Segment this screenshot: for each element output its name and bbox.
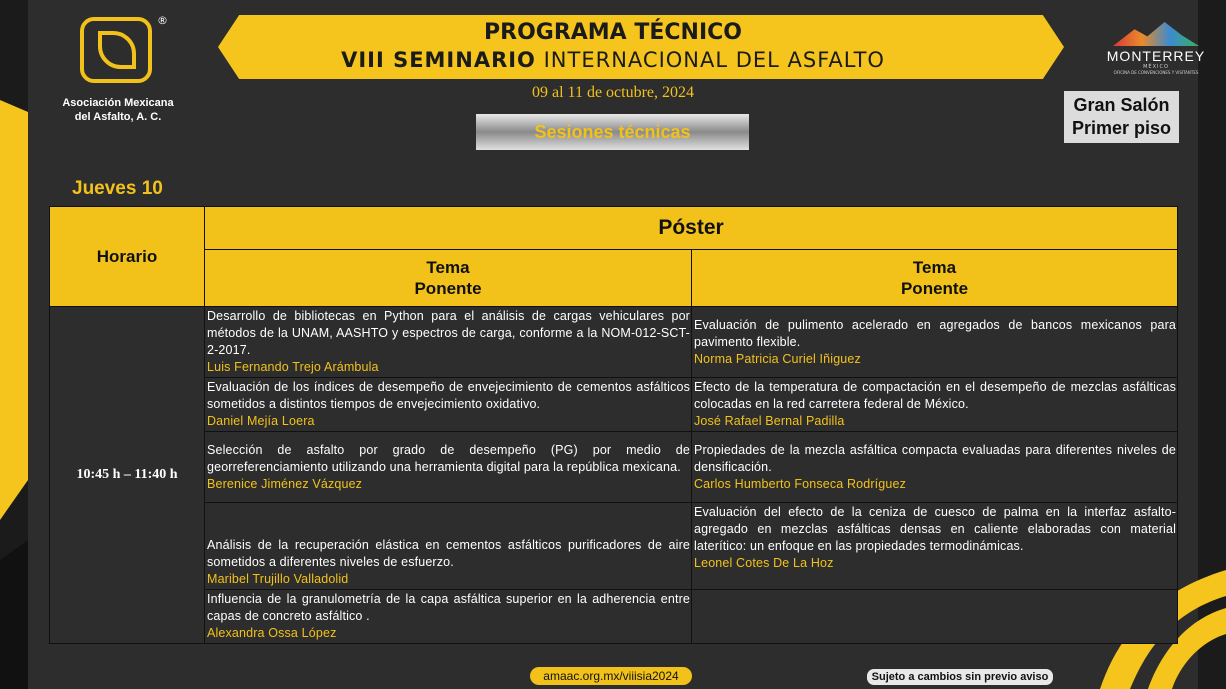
poster-cell-left [205,503,692,590]
poster-title: Evaluación de pulimento acelerado en agregados de bancos mexicanos para pavimento flexible. [694,317,1177,349]
header-col2-line2: Ponente [900,279,969,298]
room-line2: Primer piso [1071,118,1172,138]
table-row [50,378,1178,432]
program-title: PROGRAMA TÉCNICO [484,20,742,45]
poster-author: Carlos Humberto Fonseca Rodríguez [694,476,906,491]
table-row [50,503,1178,590]
poster-cell-left [205,378,692,432]
event-dates: 09 al 11 de octubre, 2024 [531,84,695,101]
poster-title: Selección de asfalto por grado de desempeño (PG) por medio de georreferenciamiento utilizando una herramienta digital para la república mexicana. [207,442,690,474]
partner-name: MONTERREY [1106,48,1206,64]
registered-mark: ® [157,14,168,27]
poster-cell-left [205,432,692,503]
poster-title: Desarrollo de bibliotecas en Python para el análisis de cargas vehiculares por métodos de la UNAM, AASHTO y espectros de carga, conforme a la NOM-012-SCT-2-2017. [207,309,690,357]
partner-sub: MÉXICO [1143,64,1169,70]
time-slot: 10:45 h – 11:40 h [50,307,205,644]
header-col1 [205,250,692,307]
header-row-1 [50,207,1178,250]
poster-cell-right [692,432,1178,503]
poster-author: Norma Patricia Curiel Iñiguez [694,351,861,366]
seminar-title-bold: VIII SEMINARIO [341,48,536,72]
poster-title: Evaluación del efecto de la ceniza de cuesco de palma en la interfaz asfalto-agregado en mezclas asfálticas densas en caliente elaboradas con material laterítico: un enfoque en las propiedades termodinámicas. [694,505,1177,553]
header-col1-line1: Tema [426,258,470,277]
poster-cell-left [205,307,692,378]
poster-cell-left [205,590,692,644]
mountains-logo-icon [1113,22,1199,46]
website-link[interactable]: amaac.org.mx/viiisia2024 [530,667,692,685]
poster-author: Daniel Mejía Loera [207,414,315,428]
seminar-title-rest: INTERNACIONAL DEL ASFALTO [543,48,885,72]
room-badge [1064,91,1179,143]
section-label: Sesiones técnicas [476,114,749,150]
poster-cell-right [692,503,1178,590]
poster-author: Maribel Trujillo Valladolid [207,572,349,586]
poster-cell-right-empty [692,590,1178,644]
poster-author: Alexandra Ossa López [207,626,337,640]
poster-cell-right [692,307,1178,378]
header-col2 [692,250,1178,307]
seminar-title [0,48,1226,72]
table-row [50,307,1178,378]
header-poster: Póster [205,207,1178,250]
partner-logo [1096,22,1216,75]
table-row [50,432,1178,503]
poster-title: Efecto de la temperatura de compactación en el desempeño de mezclas asfálticas colocadas en la red carretera federal de México. [694,380,1177,411]
poster-title: Análisis de la recuperación elástica en cementos asfálticos purificadores de aire sometidos a diferentes niveles de esfuerzo. [207,538,690,569]
partner-sub2: OFICINA DE CONVENCIONES Y VISITANTES [1113,70,1199,75]
poster-author: José Rafael Bernal Padilla [694,414,845,428]
poster-author: Berenice Jiménez Vázquez [207,476,363,491]
poster-title: Evaluación de los índices de desempeño de envejecimiento de cementos asfálticos sometidos a distintos tiempos de envejecimiento oxidativo. [207,380,690,411]
schedule-table [49,206,1178,644]
poster-author: Leonel Cotes De La Hoz [694,556,834,570]
header-col2-line1: Tema [912,258,957,277]
poster-cell-right [692,378,1178,432]
table-row [50,590,1178,644]
room-line1: Gran Salón [1073,95,1170,115]
day-label: Jueves 10 [72,178,163,199]
header-row-2 [50,250,1178,307]
poster-title: Propiedades de la mezcla asfáltica compacta evaluadas para diferentes niveles de densificación. [694,442,1177,474]
header-time: Horario [50,207,205,307]
header-col1-line2: Ponente [414,279,482,298]
disclaimer-badge: Sujeto a cambios sin previo aviso [867,669,1053,685]
org-name-line1: Asociación Mexicana [62,97,174,109]
poster-author: Luis Fernando Trejo Arámbula [207,360,379,374]
org-name-line2: del Asfalto, A. C. [74,111,162,123]
poster-title: Influencia de la granulometría de la capa asfáltica superior en la adherencia entre capas de concreto asfáltico . [207,592,690,623]
